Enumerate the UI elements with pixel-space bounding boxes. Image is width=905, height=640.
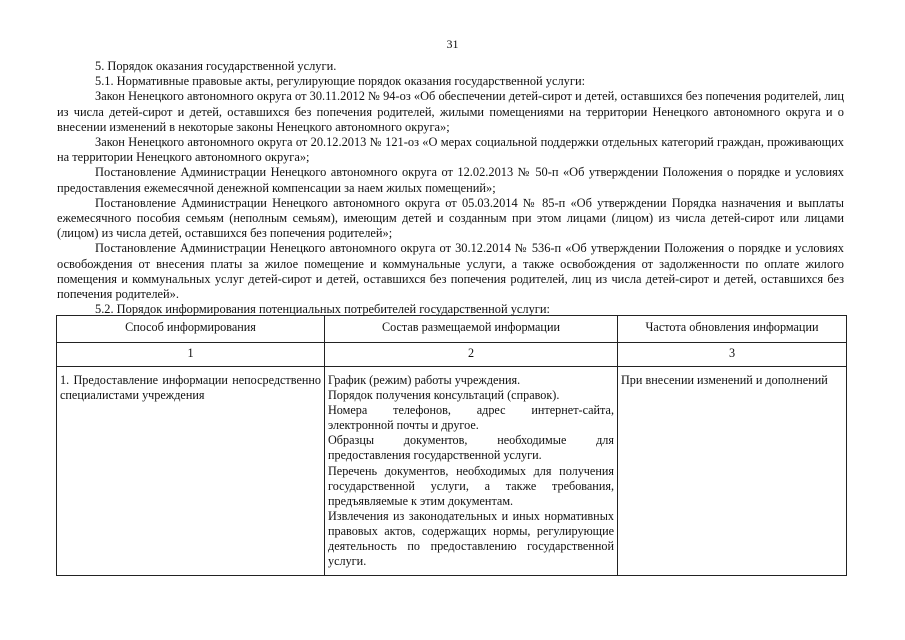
legal-act-item: Постановление Администрации Ненецкого автономного округа от 30.12.2014 № 536-п «Об утверждении Положения о порядке и условиях освобождения от внесения платы за жилое помещение и коммунальные услуги, а также освобождения от задолженности по оплате жилого помещения и коммунальных услуг детей-сирот и детей, оставшихся без попечения родителей, лиц из числа детей-сирот и детей, оставшихся без попечения родителей». [57,241,844,302]
content-item: Перечень документов, необходимых для получения государственной услуги, а также требования, предъявляемые к этим документам. [328,463,614,508]
content-item: График (режим) работы учреждения. [328,373,521,387]
content-item: Порядок получения консультаций (справок). [328,388,560,403]
column-header: Способ информирования [57,316,325,343]
legal-act-item: Постановление Администрации Ненецкого автономного округа от 12.02.2013 № 50-п «Об утверждении Положения о порядке и условиях предоставления ежемесячной денежной компенсации за наем жилых помещений»; [57,165,844,195]
method-text: 1. Предоставление информации непосредственно специалистами учреждения [60,373,321,403]
content-cell [325,367,618,576]
subsection-heading: 5.2. Порядок информирования потенциальных потребителей государственной услуги: [95,302,550,317]
method-cell [57,367,325,576]
section-heading: 5. Порядок оказания государственной услуги. [95,59,337,73]
content-item: Образцы документов, необходимые для предоставления государственной услуги. [328,433,614,463]
page-number: 31 [446,37,459,51]
frequency-cell [618,367,847,576]
column-header: Состав размещаемой информации [325,316,618,343]
informing-table [56,315,847,576]
column-number: 2 [325,343,618,367]
content-item: Извлечения из законодательных и иных нормативных правовых актов, содержащих нормы, регулирующие деятельность по предоставлению государственной услуги. [328,508,614,569]
column-number-row [57,343,847,367]
content-item: Номера телефонов, адрес интернет-сайта, электронной почты и другое. [328,403,614,433]
legal-act-item: Закон Ненецкого автономного округа от 20.12.2013 № 121-оз «О мерах социальной поддержки отдельных категорий граждан, проживающих на территории Ненецкого автономного округа»; [57,135,844,165]
column-number: 1 [57,343,325,367]
subsection-heading: 5.1. Нормативные правовые акты, регулирующие порядок оказания государственной услуги: [95,74,586,89]
table-row [57,367,847,576]
frequency-text: При внесении изменений и дополнений [621,373,828,387]
column-number: 3 [618,343,847,367]
table-header-row [57,316,847,343]
column-header: Частота обновления информации [618,316,847,343]
legal-act-item: Закон Ненецкого автономного округа от 30.11.2012 № 94-оз «Об обеспечении детей-сирот и детей, оставшихся без попечения родителей, лиц из числа детей-сирот и детей, оставшихся без попечения родителей, жилыми помещениями на территории Ненецкого автономного округа и о внесении изменений в некоторые законы Ненецкого автономного округа»; [57,89,844,134]
legal-act-item: Постановление Администрации Ненецкого автономного округа от 05.03.2014 № 85-п «Об утверждении Порядка назначения и выплаты ежемесячного пособия семьям (неполным семьям), имеющим детей и созданным при этом лицами (лицом) из числа детей-сирот или лицами (лицом) из числа детей, оставшихся без попечения родителей»; [57,195,844,241]
document-body [57,59,844,317]
